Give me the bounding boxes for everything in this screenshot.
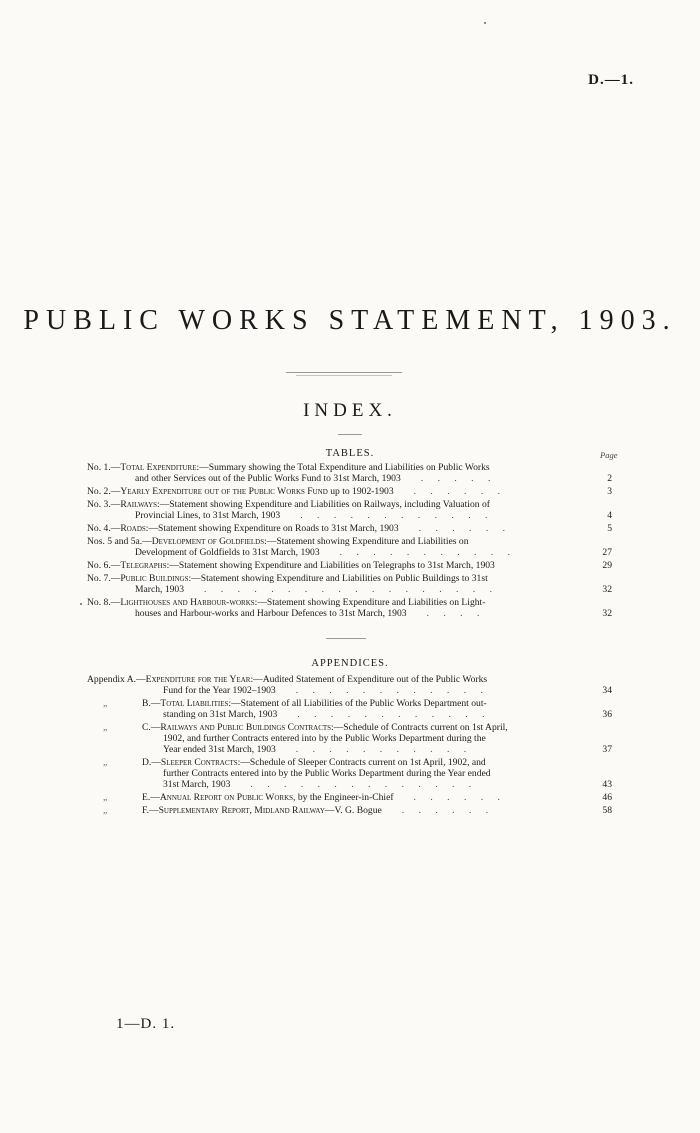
- table-page-number: 2: [607, 473, 612, 484]
- appendix-entry: „ E.—Annual Report on Public Works, by the Engineer-in-Chief . . . . . .: [103, 792, 506, 803]
- table-entry: No. 6.—Telegraphs:—Statement showing Expenditure and Liabilities on Telegraphs to 31st March, 1903: [87, 560, 495, 571]
- appendices-heading: APPENDICES.: [311, 658, 389, 669]
- table-entry: No. 2.—Yearly Expenditure out of the Public Works Fund up to 1902-1903 . . . . . .: [87, 486, 507, 497]
- title-divider: [286, 372, 402, 373]
- page-code: D.—1.: [588, 72, 634, 88]
- table-page-number: 32: [602, 584, 612, 595]
- appendix-page-number: 46: [602, 792, 612, 803]
- appendix-page-number: 58: [602, 805, 612, 816]
- appendix-entry: „ D.—Sleeper Contracts:—Schedule of Sleeper Contracts current on 1st April, 1902, and further Contracts entered into by the Public Works Department during the Year ended 31st March, 1903 . . . . . . . . . . . . . .: [103, 757, 491, 791]
- page-footer: 1—D. 1.: [116, 1016, 176, 1032]
- table-page-number: 27: [602, 547, 612, 558]
- page-column-heading: Page: [600, 450, 618, 460]
- table-page-number: 5: [607, 523, 612, 534]
- appendix-page-number: 37: [602, 744, 612, 755]
- table-entry: No. 8.—Lighthouses and Harbour-works:—Statement showing Expenditure and Liabilities on Light- houses and Harbour-works and Harbour Defences to 31st March, 1903 . . . .: [87, 597, 486, 620]
- title-divider-lower: [296, 375, 392, 376]
- table-page-number: 4: [607, 510, 612, 521]
- index-divider: [338, 434, 362, 435]
- section-divider: [326, 638, 366, 639]
- table-page-number: 32: [602, 608, 612, 619]
- index-heading: INDEX.: [303, 400, 397, 421]
- appendix-entry: „ C.—Railways and Public Buildings Contracts:—Schedule of Contracts current on 1st April, 1902, and further Contracts entered into by the Public Works Department during the Year ended 31st March, 1903 . . . . . . . . . . .: [103, 722, 508, 756]
- table-page-number: 3: [607, 486, 612, 497]
- page-title: PUBLIC WORKS STATEMENT, 1903.: [23, 305, 677, 336]
- paper-speck: [484, 22, 486, 24]
- appendix-page-number: 43: [602, 779, 612, 790]
- table-entry: No. 3.—Railways:—Statement showing Expenditure and Liabilities on Railways, including Valuation of Provincial Lines, to 31st March, 1903 . . . . . . . . . . . .: [87, 499, 494, 522]
- table-entry: No. 7.—Public Buildings:—Statement showing Expenditure and Liabilities on Public Buildings to 31st March, 1903 . . . . . . . . . . . . . . . . . .: [87, 573, 498, 596]
- appendix-page-number: 34: [602, 685, 612, 696]
- appendix-entry: „ F.—Supplementary Report, Midland Railway—V. G. Bogue . . . . . .: [103, 805, 495, 816]
- table-page-number: 29: [602, 560, 612, 571]
- table-entry: No. 1.—Total Expenditure:—Summary showing the Total Expenditure and Liabilities on Public Works and other Services out of the Public Works Fund to 31st March, 1903 . . . . .: [87, 462, 497, 485]
- table-entry: Nos. 5 and 5a.—Development of Goldfields:—Statement showing Expenditure and Liabilities on Development of Goldfields to 31st March, 1903 . . . . . . . . . . .: [87, 536, 517, 559]
- tables-heading: TABLES.: [325, 448, 375, 459]
- paper-speck: [80, 603, 82, 605]
- table-entry: No. 4.—Roads:—Statement showing Expenditure on Roads to 31st March, 1903 . . . . . .: [87, 523, 512, 534]
- appendix-page-number: 36: [602, 709, 612, 720]
- appendix-entry: „ B.—Total Liabilities:—Statement of all Liabilities of the Public Works Department out- standing on 31st March, 1903 . . . . . . . . . . . .: [103, 698, 491, 721]
- appendix-entry: Appendix A.—Expenditure for the Year:—Audited Statement of Expenditure out of the Public Works Fund for the Year 1902–1903 . . . . . . . . . . . .: [87, 674, 489, 697]
